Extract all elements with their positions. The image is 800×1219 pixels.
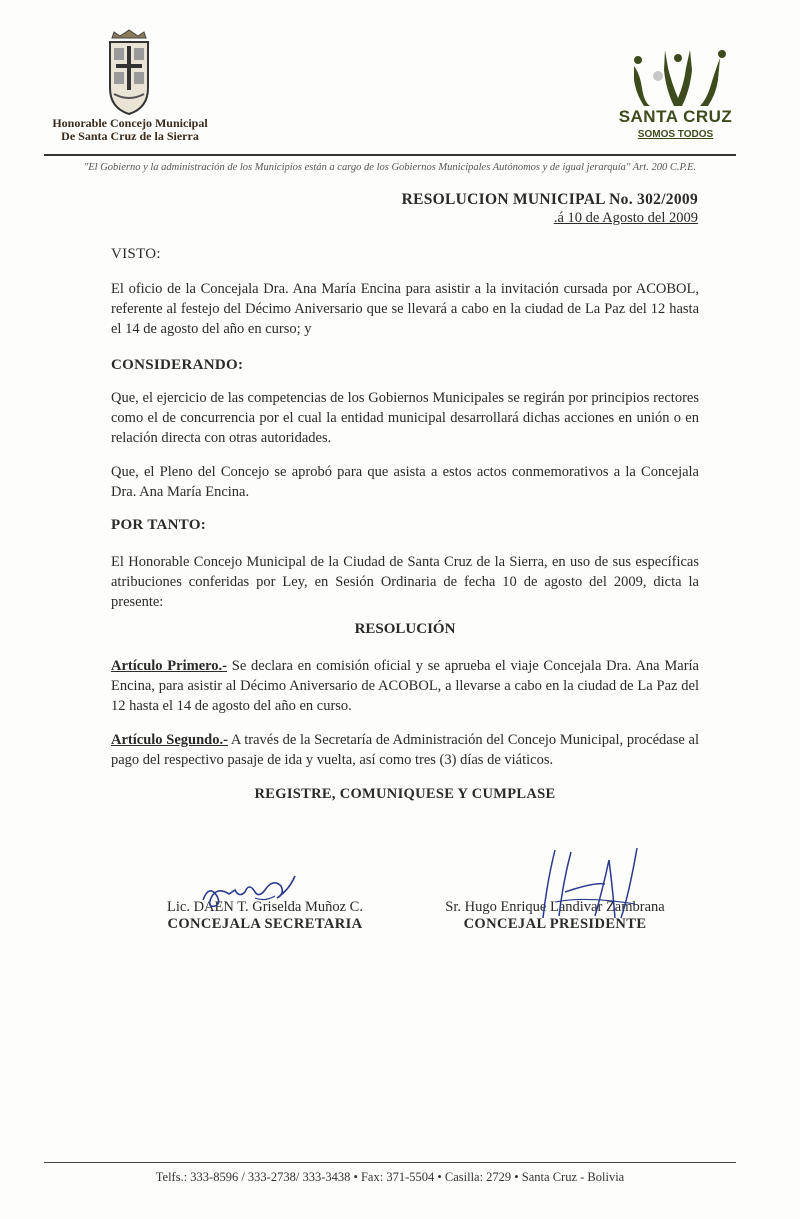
footer-divider [44, 1162, 736, 1163]
president-title: CONCEJAL PRESIDENTE [463, 916, 647, 932]
secretary-name: Lic. DAEN T. Griselda Muñoz C. [167, 899, 363, 915]
considerando-paragraph-2: Que, el Pleno del Concejo se aprobó para que asista a estos actos conmemorativos a la Concejala Dra. Ana María Encina. [111, 464, 699, 500]
organization-name-line1: Honorable Concejo Municipal [52, 116, 208, 130]
closing-statement: REGISTRE, COMUNIQUESE Y CUMPLASE [254, 786, 556, 802]
secretary-title: CONCEJALA SECRETARIA [167, 916, 363, 932]
municipal-coat-of-arms-icon [104, 28, 154, 116]
article-second-text: A través de la Secretaría de Administración del Concejo Municipal, procédase al pago del respectivo pasaje de ida y vuelta, así como tres (3) días de viáticos. [111, 732, 699, 768]
article-first-text: Se declara en comisión oficial y se aprueba el viaje Concejala Dra. Ana María Encina, para asistir al Décimo Aniversario de ACOBOL, a llevarse a cabo en la ciudad de La Paz del 12 hasta el 14 de agosto del año en curso. [111, 658, 699, 714]
article-first [111, 656, 699, 716]
brand-name: SANTA CRUZ [618, 107, 733, 126]
visto-heading: VISTO: [111, 246, 161, 262]
article-second-label: Artículo Segundo.- [111, 732, 228, 748]
visto-paragraph: El oficio de la Concejala Dra. Ana María Encina para asistir a la invitación cursada por ACOBOL, referente al festejo del Décimo Aniversario que se llevará a cabo en la ciudad de La Paz del 12 hasta el 14 de agosto del año en curso; y [111, 281, 699, 337]
considerando-paragraph-1: Que, el ejercicio de las competencias de los Gobiernos Municipales se regirán por principios rectores como el de concurrencia por el cual la entidad municipal desarrollará dichas acciones en unión o en relación directa con otras autoridades. [111, 390, 699, 446]
considerando-heading: CONSIDERANDO: [111, 357, 244, 373]
resolution-title: RESOLUCION MUNICIPAL No. 302/2009 [401, 191, 698, 208]
organization-name-line2: De Santa Cruz de la Sierra [61, 129, 199, 143]
article-second [111, 730, 699, 770]
portanto-heading: POR TANTO: [111, 517, 207, 533]
header-divider [44, 154, 736, 156]
resolucion-heading: RESOLUCIÓN [354, 621, 456, 637]
secretary-handwritten-signature [195, 868, 305, 918]
resolution-date: .á 10 de Agosto del 2009 [553, 210, 698, 226]
brand-slogan: SOMOS TODOS [637, 129, 714, 140]
president-handwritten-signature [525, 842, 650, 922]
constitution-quote: "El Gobierno y la administración de los Municipios están a cargo de los Gobiernos Municipales Autónomos y de igual jerarquía" Art. 200 C.P.E. [83, 162, 697, 173]
portanto-paragraph: El Honorable Concejo Municipal de la Ciudad de Santa Cruz de la Sierra, en uso de sus específicas atribuciones conferidas por Ley, en Sesión Ordinaria de fecha 10 de agosto del 2009, dicta la presente: [111, 554, 699, 610]
article-first-label: Artículo Primero.- [111, 658, 228, 674]
president-name: Sr. Hugo Enrique Landivar Zambrana [445, 899, 665, 915]
footer-contact-info: Telfs.: 333-8596 / 333-2738/ 333-3438 • Fax: 371-5504 • Casilla: 2729 • Santa Cruz - Bolivia [155, 1170, 625, 1184]
